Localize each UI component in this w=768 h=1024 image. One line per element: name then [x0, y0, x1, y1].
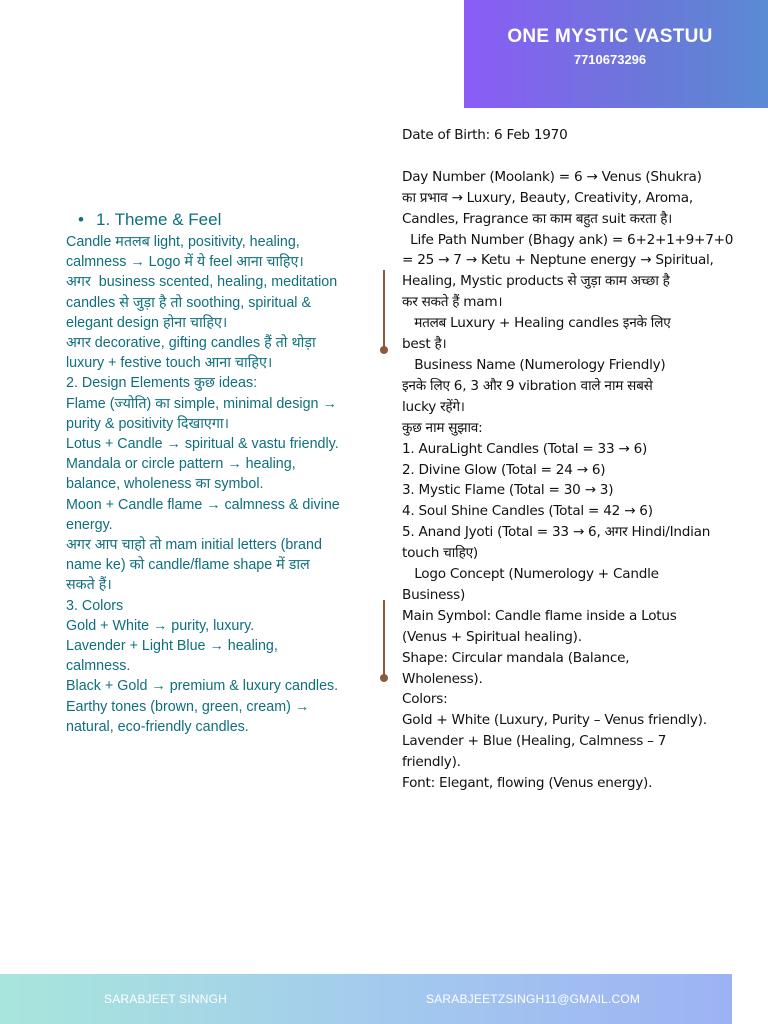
right-line: मतलब Luxury + Healing candles इनके लिए — [402, 315, 671, 332]
right-line: 4. Soul Shine Candles (Total = 42 → 6) — [402, 503, 653, 520]
brand-title: ONE MYSTIC VASTUU — [507, 26, 713, 47]
right-line: touch चाहिए) — [402, 545, 478, 562]
right-line: lucky रहेंगे। — [402, 398, 465, 415]
left-line: balance, wholeness का symbol. — [66, 476, 264, 493]
author-email[interactable]: SARABJEETZSINGH11@GMAIL.COM — [426, 992, 641, 1006]
section-heading — [66, 208, 366, 232]
left-line: calmness. — [66, 658, 131, 675]
right-line: Business Name (Numerology Friendly) — [402, 356, 666, 373]
right-line: Lavender + Blue (Healing, Calmness – 7 — [402, 733, 667, 750]
left-line: Earthy tones (brown, green, cream) → — [66, 698, 310, 715]
left-line: candles से जुड़ा है तो soothing, spiritual & — [66, 294, 311, 311]
right-line: Font: Elegant, flowing (Venus energy). — [402, 775, 653, 792]
bullet-icon: • — [78, 210, 84, 229]
right-line: Candles, Fragrance का काम बहुत suit करता है। — [402, 210, 673, 227]
right-line: Date of Birth: 6 Feb 1970 — [402, 127, 568, 143]
phone-number: 7710673296 — [573, 52, 647, 67]
left-line: purity & positivity दिखाएगा। — [66, 415, 230, 432]
right-line: Business) — [402, 586, 465, 603]
left-column — [66, 208, 366, 737]
right-line: Healing, Mystic products से जुड़ा काम अच्छा है — [402, 273, 670, 290]
left-line: अगर आप चाहो तो mam initial letters (brand — [66, 537, 322, 554]
right-line: Colors: — [402, 691, 448, 708]
right-line: Logo Concept (Numerology + Candle — [402, 566, 659, 583]
footer-banner — [0, 974, 732, 1024]
left-line: energy. — [66, 516, 113, 533]
right-line: (Venus + Spiritual healing). — [402, 628, 582, 645]
right-line: Gold + White (Luxury, Purity – Venus friendly). — [402, 712, 707, 729]
author-name: SARABJEET SINNGH — [104, 992, 228, 1006]
right-line: कुछ नाम सुझाव: — [402, 419, 483, 436]
right-line: Shape: Circular mandala (Balance, — [402, 649, 630, 666]
left-line: Gold + White → purity, luxury. — [66, 617, 255, 634]
left-line: 2. Design Elements कुछ ideas: — [66, 375, 258, 392]
right-line: best है। — [402, 336, 447, 353]
left-line: Candle मतलब light, positivity, healing, — [66, 234, 300, 250]
right-column — [402, 125, 742, 794]
timeline-connector — [383, 270, 385, 350]
timeline-dot — [380, 346, 388, 354]
left-line: Flame (ज्योति) का simple, minimal design → — [66, 395, 337, 412]
right-line: कर सकते हैं mam। — [402, 294, 503, 311]
left-line: अगर business scented, healing, meditation — [66, 274, 338, 291]
right-line: का प्रभाव → Luxury, Beauty, Creativity, Aroma, — [402, 189, 693, 206]
right-line: Main Symbol: Candle flame inside a Lotus — [402, 607, 677, 624]
left-line: Mandala or circle pattern → healing, — [66, 456, 296, 473]
right-line: friendly). — [402, 754, 461, 771]
left-line: luxury + festive touch आना चाहिए। — [66, 355, 273, 372]
left-line: Lavender + Light Blue → healing, — [66, 638, 278, 655]
right-line: Day Number (Moolank) = 6 → Venus (Shukra) — [402, 168, 702, 185]
timeline-connector — [383, 600, 385, 678]
right-line: Life Path Number (Bhagy ank) = 6+2+1+9+7+0 — [402, 231, 734, 248]
left-line: elegant design होना चाहिए। — [66, 314, 228, 331]
right-line: 5. Anand Jyoti (Total = 33 → 6, अगर Hindi/Indian — [402, 524, 711, 541]
left-line: 3. Colors — [66, 597, 124, 614]
timeline-dot — [380, 674, 388, 682]
left-line: सकते हैं। — [66, 577, 112, 594]
right-line: Wholeness). — [402, 670, 483, 687]
right-line: 2. Divine Glow (Total = 24 → 6) — [402, 461, 606, 478]
left-line: name ke) को candle/flame shape में डाल — [66, 557, 310, 574]
left-line: natural, eco-friendly candles. — [66, 718, 249, 735]
right-line: 3. Mystic Flame (Total = 30 → 3) — [402, 482, 614, 499]
left-line: Lotus + Candle → spiritual & vastu friendly. — [66, 436, 339, 453]
left-line: Black + Gold → premium & luxury candles. — [66, 678, 339, 695]
left-line: Moon + Candle flame → calmness & divine — [66, 496, 340, 513]
right-line: = 25 → 7 → Ketu + Neptune energy → Spiritual, — [402, 252, 714, 269]
right-line: 1. AuraLight Candles (Total = 33 → 6) — [402, 440, 648, 457]
right-line: इनके लिए 6, 3 और 9 vibration वाले नाम सबसे — [402, 377, 653, 394]
left-line: अगर decorative, gifting candles हैं तो थोड़ा — [66, 335, 316, 352]
left-line: calmness → Logo में ये feel आना चाहिए। — [66, 254, 304, 271]
right-line — [402, 146, 742, 167]
heading-text: 1. Theme & Feel — [96, 210, 222, 229]
header-banner — [464, 0, 768, 108]
